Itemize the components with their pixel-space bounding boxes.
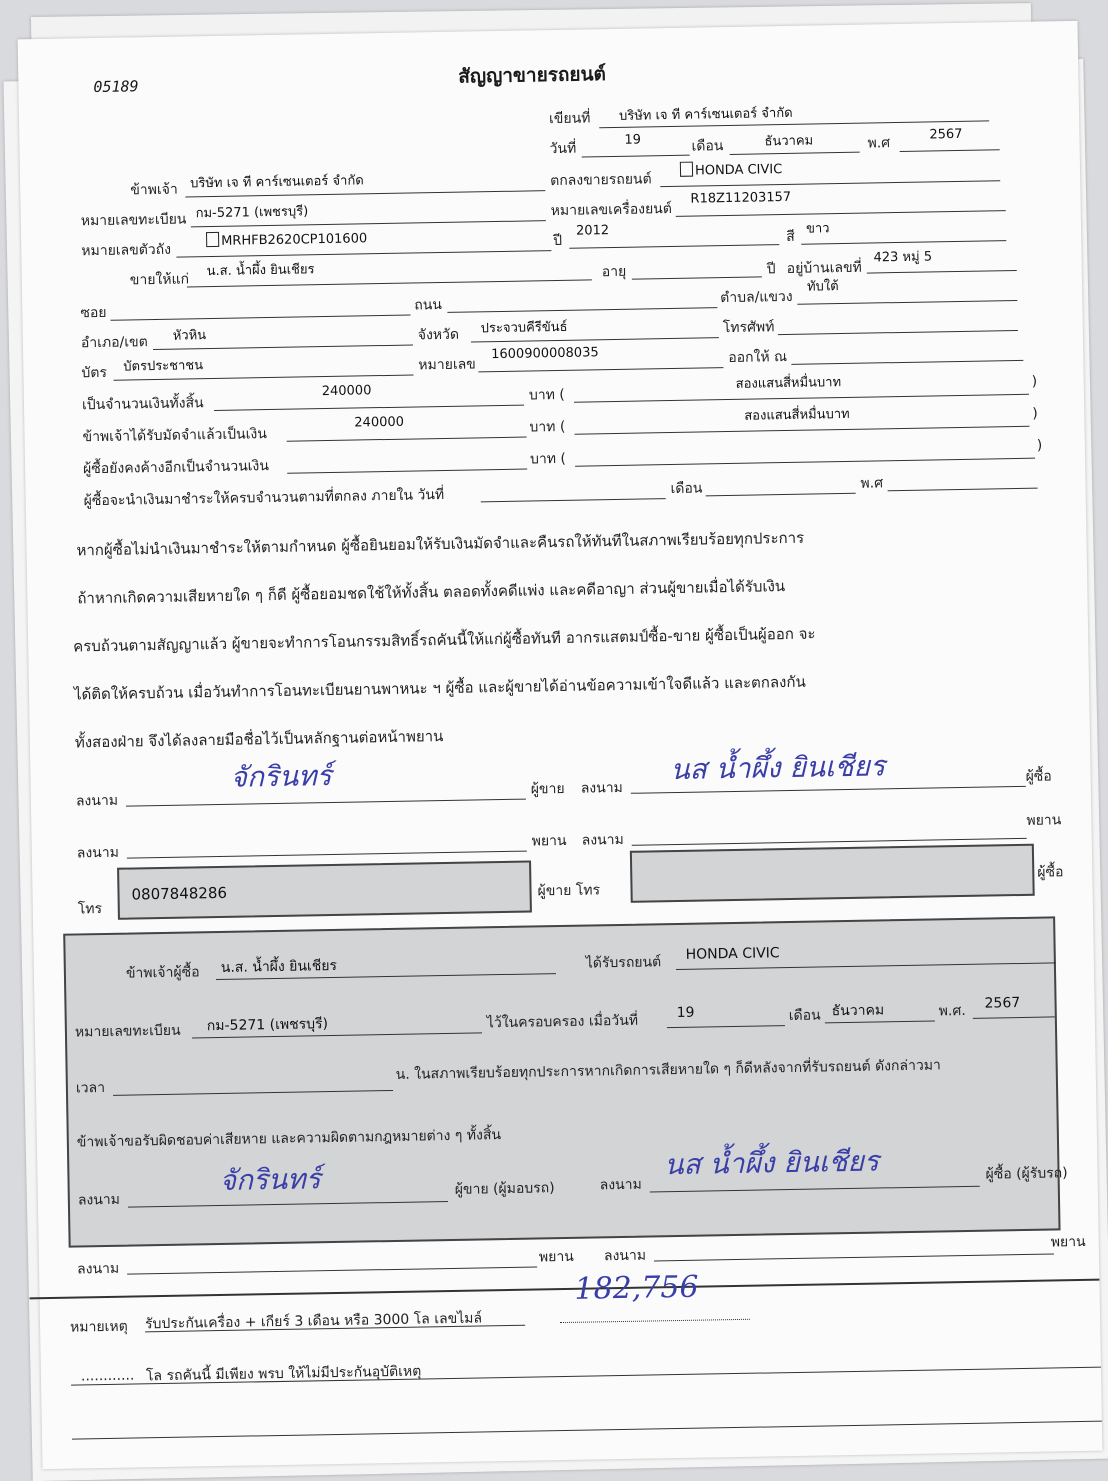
month-label: เดือน: [691, 138, 724, 155]
deposit-label: ข้าพเจ้าได้รับมัดจำแล้วเป็นเงิน: [82, 426, 268, 446]
total-label: เป็นจำนวนเงินทั้งสิ้น: [81, 395, 204, 414]
receipt-month-value: ธันวาคม: [831, 1002, 885, 1020]
doc-number: 05189: [93, 77, 139, 97]
total-value: 240000: [321, 383, 372, 400]
subdistrict-value: ทับใต้: [806, 279, 839, 295]
receipt-buyer-role: ผู้ซื้อ (ผู้รับรถ): [985, 1165, 1068, 1183]
car-model-value: HONDA CIVIC: [680, 160, 783, 179]
sign-label-witness-1: ลงนาม: [76, 844, 120, 862]
receipt-received-label: ได้รับรถยนต์: [585, 954, 662, 972]
terms-line-3: ครบถ้วนตามสัญญาแล้ว ผู้ขายจะทำการโอนกรรมสิทธิ์รถคันนี้ให้แก่ผู้ซื้อทันที อากรแสตมป์ซื้อ-ขาย ผู้ซื้อเป็นผู้ออก จะ: [73, 624, 816, 656]
receipt-day-value: 19: [676, 1004, 695, 1022]
receipt-car-value: HONDA CIVIC: [685, 945, 780, 963]
buyer-phone-box: [630, 844, 1035, 903]
reg-no-label: หมายเลขทะเบียน: [80, 211, 187, 230]
engine-no-value: R18Z11203157: [690, 189, 792, 207]
receipt-year-label: พ.ศ.: [938, 1002, 966, 1020]
checkbox-icon: [206, 232, 219, 247]
age-label: อายุ: [601, 263, 627, 281]
subdistrict-label: ตำบล/แขวง: [720, 288, 793, 307]
terms-line-1: หากผู้ซื้อไม่นำเงินมาชำระให้ตามกำหนด ผู้ซื้อยินยอมให้รับเงินมัดจำและคืนรถให้ทันทีในสภาพเรียบร้อยทุกประการ: [76, 528, 805, 560]
seller-label: ข้าพเจ้า: [130, 181, 178, 199]
sign-label-witness-2: ลงนาม: [581, 831, 624, 849]
deposit-baht-label: บาท (: [529, 418, 566, 436]
notes-text-2: โล รถคันนี้ มีเพียง พรบ ให้ไม่มีประกันอุบัติเหตุ: [145, 1363, 422, 1385]
receipt-witness-2-label: พยาน: [1050, 1233, 1086, 1251]
terms-line-4: ได้ติดให้ครบถ้วน เมื่อวันทำการโอนทะเบียนยานพาหนะ ฯ ผู้ซื้อ และผู้ขายได้อ่านข้อความเข้าใจดีแล้ว และตกลงกัน: [73, 672, 806, 704]
phone-label: โทรศัพท์: [722, 319, 775, 337]
receipt-reg-label: หมายเลขทะเบียน: [74, 1022, 181, 1041]
written-at-label: เขียนที่: [548, 110, 591, 128]
seller-phone-box: [117, 861, 532, 920]
pay-within-label: ผู้ซื้อจะนำเงินมาชำระให้ครบจำนวนตามที่ตกลง ภายใน วันที่: [83, 486, 445, 510]
chassis-no-label: หมายเลขตัวถัง: [81, 241, 172, 260]
total-baht-label: บาท (: [528, 386, 565, 404]
written-at-value: บริษัท เจ ที คาร์เซนเตอร์ จำกัด: [618, 105, 793, 124]
card-label: บัตร: [81, 364, 108, 382]
mileage-value: 182,756: [574, 1269, 699, 1307]
receipt-buyer-signature: นส น้ำผึ้ง ยินเชียร: [664, 1144, 880, 1182]
card-no-label: หมายเลข: [418, 356, 476, 374]
date-day: 19: [624, 132, 642, 148]
receipt-seller-role: ผู้ขาย (ผู้มอบรถ): [454, 1180, 555, 1198]
remaining-label: ผู้ซื้อยังคงค้างอีกเป็นจำนวนเงิน: [82, 458, 270, 478]
seller-signature: จักรินทร์: [230, 758, 332, 794]
receipt-buyer-value: น.ส. น้ำผึ้ง ยินเชียร: [220, 957, 338, 976]
date-label: วันที่: [549, 140, 577, 158]
terms-line-5: ทั้งสองฝ่าย จึงได้ลงลายมือชื่อไว้เป็นหลักฐานต่อหน้าพยาน: [74, 727, 444, 752]
receipt-box: [63, 916, 1068, 1247]
deposit-close-paren: ): [1032, 405, 1038, 422]
terms-line-2: ถ้าหากเกิดความเสียหายใด ๆ ก็ดี ผู้ซื้อยอมชดใช้ให้ทั้งสิ้น ตลอดทั้งคดีแพ่ง และคดีอาญา ส่วนผู้ขายเมื่อได้รับเงิน: [77, 577, 786, 608]
contract-title: สัญญาขายรถยนต์: [458, 63, 607, 88]
card-value: บัตรประชาชน: [123, 358, 204, 375]
seller-phone-value: 0807848286: [131, 883, 228, 904]
remaining-close-paren: ): [1036, 437, 1043, 454]
notes-dots: ............: [80, 1367, 135, 1385]
receipt-seller-signature: จักรินทร์: [219, 1162, 321, 1198]
province-value: ประจวบคีรีขันธ์: [480, 319, 568, 337]
receipt-year-value: 2567: [984, 995, 1021, 1012]
road-label: ถนน: [414, 296, 443, 314]
contract-sheet: [18, 21, 1103, 1469]
chassis-no-value: MRHFB2620CP101600: [206, 229, 367, 249]
receipt-month-label: เดือน: [788, 1007, 821, 1025]
total-words-value: สองแสนสี่หมื่นบาท: [735, 375, 842, 392]
phone-label-seller: โทร: [77, 901, 103, 918]
card-no-value: 1600900008035: [491, 345, 599, 363]
receipt-accept-text: ข้าพเจ้าขอรับผิดชอบค่าเสียหาย และความผิดตามกฎหมายต่าง ๆ ทั้งสิ้น: [76, 1127, 502, 1151]
deposit-value: 240000: [354, 414, 405, 431]
deposit-words-value: สองแสนสี่หมื่นบาท: [744, 406, 850, 424]
witness-2-label: พยาน: [1026, 812, 1062, 829]
house-no-value: 423 หมู่ 5: [873, 249, 933, 266]
color-value: ขาว: [805, 221, 830, 237]
pay-year-label: พ.ศ: [860, 475, 884, 492]
notes-label: หมายเหตุ: [69, 1318, 128, 1336]
buyer-phone-role-label: ผู้ซื้อ: [1037, 864, 1064, 881]
receipt-sign-label-buyer: ลงนาม: [599, 1176, 642, 1194]
pay-month-label: เดือน: [670, 480, 703, 498]
date-month: ธันวาคม: [764, 133, 814, 150]
color-label: สี: [786, 228, 795, 245]
witness-1-label: พยาน: [531, 832, 567, 850]
checkbox-icon: [680, 162, 693, 177]
sell-to-label: ขายให้แก่: [129, 271, 190, 289]
district-value: หัวหิน: [172, 328, 207, 344]
receipt-time-label: เวลา: [75, 1079, 106, 1097]
sign-label-buyer: ลงนาม: [580, 779, 623, 797]
age-year-label: ปี: [766, 261, 776, 278]
province-label: จังหวัด: [417, 326, 460, 344]
buyer-value: น.ส. น้ำผึ้ง ยินเชียร: [206, 262, 315, 280]
date-year: 2567: [929, 126, 963, 143]
district-label: อำเภอ/เขต: [80, 334, 148, 352]
year-value: 2012: [575, 223, 610, 239]
receipt-time-tail: น. ในสภาพเรียบร้อยทุกประการหากเกิดการเสียหายใด ๆ ก็ดีหลังจากที่รับรถยนต์ ดังกล่าวมา: [395, 1057, 941, 1083]
sign-label-seller: ลงนาม: [75, 792, 119, 810]
seller-role-label: ผู้ขาย: [530, 780, 565, 798]
receipt-sign-label-witness-2: ลงนาม: [603, 1247, 647, 1265]
year-be-label: พ.ศ: [867, 135, 891, 152]
seller-phone-role-label: ผู้ขาย โทร: [537, 882, 601, 900]
agree-sell-label: ตกลงขายรถยนต์: [550, 171, 652, 190]
year-label: ปี: [553, 232, 563, 250]
engine-no-label: หมายเลขเครื่องยนต์: [550, 200, 673, 220]
remaining-baht-label: บาท (: [529, 450, 567, 468]
issued-by-label: ออกให้ ณ: [728, 348, 788, 367]
receipt-possess-label: ไว้ในครอบครอง เมื่อวันที่: [486, 1012, 639, 1032]
notes-text-1: รับประกันเครื่อง + เกียร์ 3 เดือน หรือ 3000 โล เลขไมล์: [144, 1310, 483, 1333]
buyer-role-label: ผู้ซื้อ: [1025, 768, 1052, 785]
soi-label: ซอย: [80, 304, 107, 322]
buyer-signature: นส น้ำผึ้ง ยินเชียร: [670, 749, 886, 787]
house-no-label: อยู่บ้านเลขที่: [786, 259, 862, 277]
receipt-witness-1-label: พยาน: [538, 1248, 574, 1266]
receipt-sign-label-witness-1: ลงนาม: [76, 1260, 120, 1278]
total-close-paren: ): [1031, 373, 1038, 390]
reg-no-value: กม-5271 (เพชรบุรี): [195, 204, 309, 222]
receipt-buyer-label: ข้าพเจ้าผู้ซื้อ: [125, 964, 200, 982]
receipt-sign-label-seller: ลงนาม: [77, 1191, 121, 1209]
receipt-reg-value: กม-5271 (เพชรบุรี): [206, 1016, 329, 1035]
seller-value: บริษัท เจ ที คาร์เซนเตอร์ จำกัด: [190, 173, 364, 192]
